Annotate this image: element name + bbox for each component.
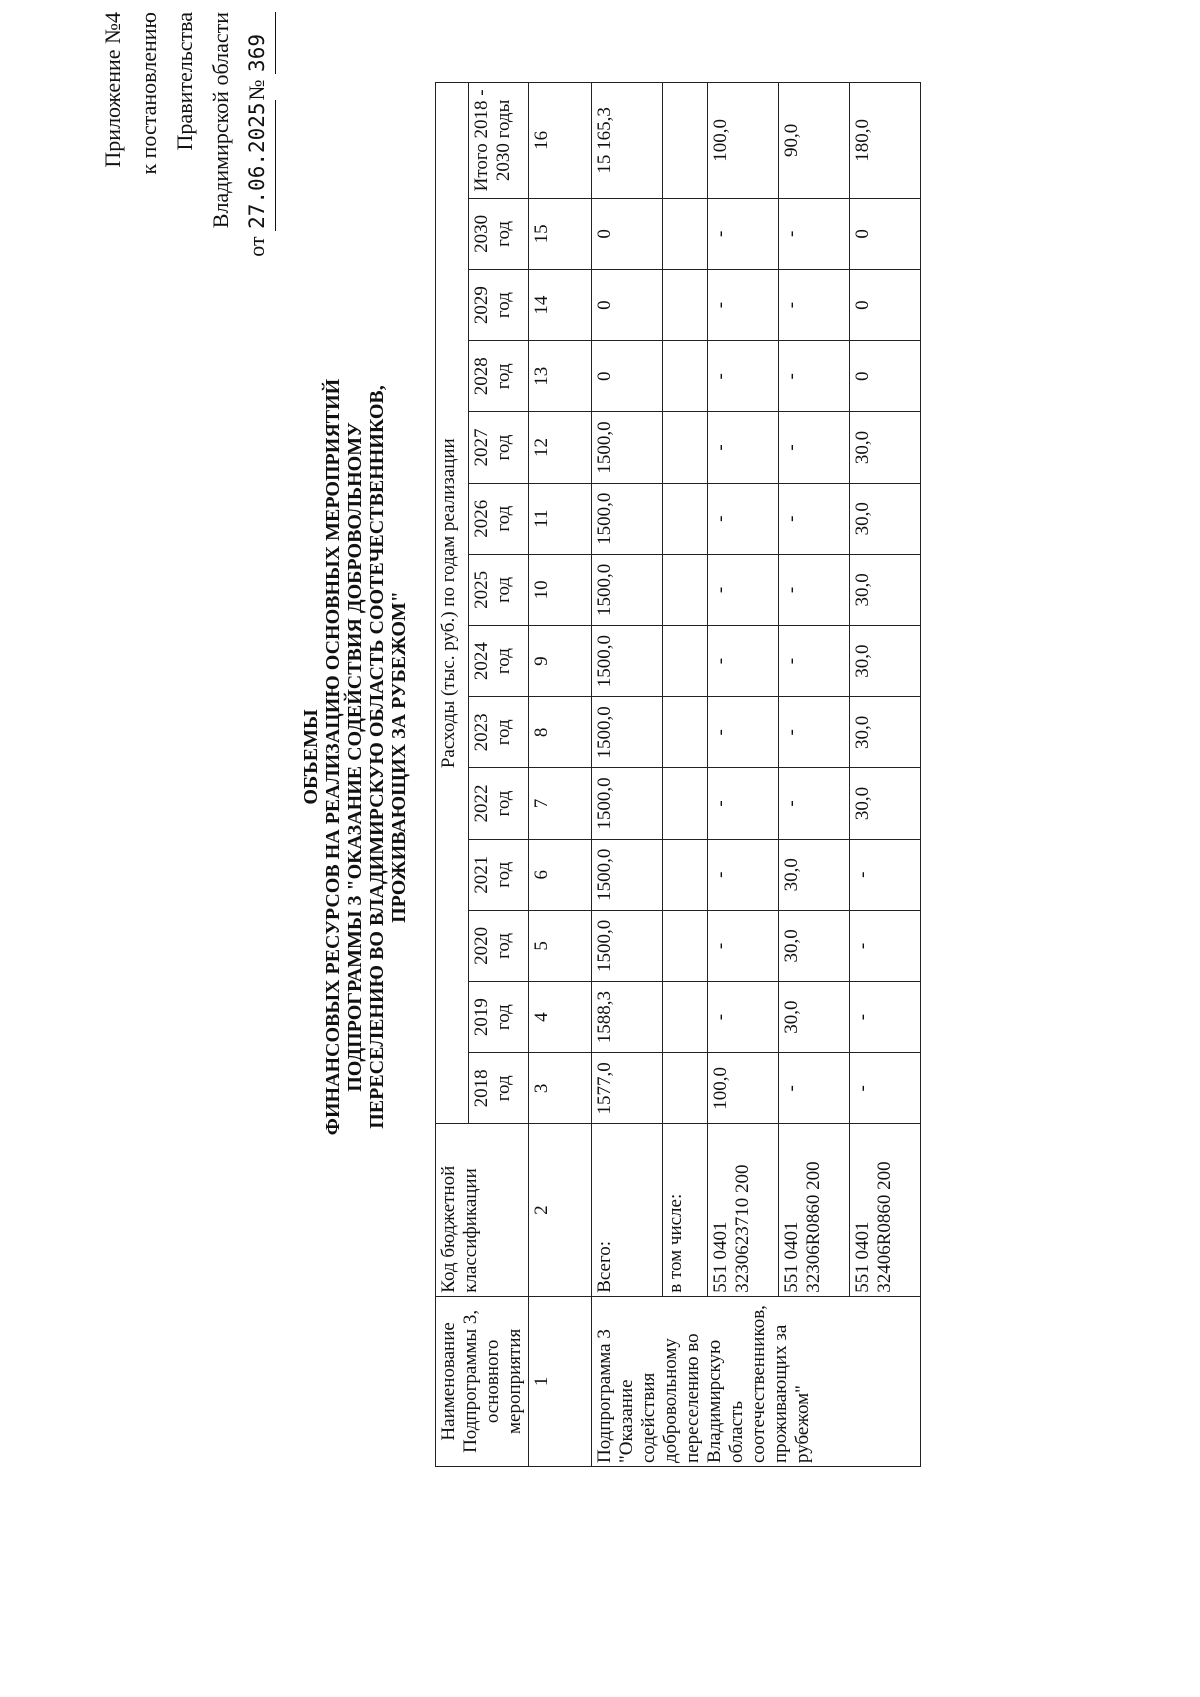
- year-value: 2029: [471, 286, 493, 325]
- value-cell: -: [708, 554, 779, 625]
- year-value: 2022: [471, 784, 493, 823]
- year-header-2023: [469, 697, 529, 768]
- value-cell: 30,0: [779, 839, 850, 910]
- value-cell: 1500,0: [592, 412, 663, 483]
- total-cell: 100,0: [708, 83, 779, 199]
- value-cell: 1577,0: [592, 1053, 663, 1124]
- year-value: 2030: [471, 214, 493, 253]
- year-header-2018: [469, 1053, 529, 1124]
- title-line-4: ПЕРЕСЕЛЕНИЮ ВО ВЛАДИМИРСКУЮ ОБЛАСТЬ СООТЕЧЕСТВЕННИКОВ,: [366, 385, 388, 1129]
- column-number: 1: [529, 1296, 592, 1466]
- year-value: 2020: [471, 926, 493, 965]
- column-number: 15: [529, 198, 592, 269]
- budget-code: 551 0401 32406R0860 200: [850, 1124, 921, 1296]
- value-cell: [663, 198, 708, 269]
- value-cell: [663, 910, 708, 981]
- year-value: 2019: [471, 998, 493, 1037]
- value-cell: -: [779, 768, 850, 839]
- year-value: 2023: [471, 713, 493, 752]
- column-number: 14: [529, 269, 592, 340]
- value-cell: -: [708, 839, 779, 910]
- year-header-2030: [469, 198, 529, 269]
- year-header-2021: [469, 839, 529, 910]
- header-expenses: Расходы (тыс. руб.) по годам реализации: [436, 83, 469, 1124]
- year-header-2026: [469, 483, 529, 554]
- year-value: 2024: [471, 642, 493, 681]
- value-cell: [663, 554, 708, 625]
- value-cell: 30,0: [850, 626, 921, 697]
- column-number: 5: [529, 910, 592, 981]
- column-number: 7: [529, 768, 592, 839]
- title-line-3: ПОДПРОГРАММЫ 3 "ОКАЗАНИЕ СОДЕЙСТВИЯ ДОБРОВОЛЬНОМУ: [344, 422, 366, 1092]
- value-cell: [663, 412, 708, 483]
- value-cell: -: [850, 982, 921, 1053]
- value-cell: 30,0: [850, 768, 921, 839]
- value-cell: 30,0: [850, 697, 921, 768]
- appendix-date-line: [239, 12, 276, 317]
- column-number: 2: [529, 1124, 592, 1296]
- total-cell: 15 165,3: [592, 83, 663, 199]
- value-cell: -: [708, 626, 779, 697]
- year-unit: год: [493, 719, 515, 746]
- column-number: 10: [529, 554, 592, 625]
- year-header-2027: [469, 412, 529, 483]
- value-cell: -: [708, 483, 779, 554]
- year-unit: год: [493, 790, 515, 817]
- value-cell: -: [779, 626, 850, 697]
- value-cell: -: [708, 697, 779, 768]
- year-unit: год: [493, 292, 515, 319]
- year-unit: год: [493, 1004, 515, 1031]
- year-value: 2028: [471, 357, 493, 396]
- value-cell: -: [779, 412, 850, 483]
- value-cell: [663, 982, 708, 1053]
- table-row: [592, 83, 663, 1467]
- value-cell: 1500,0: [592, 768, 663, 839]
- title-line-1: ОБЪЕМЫ: [300, 709, 322, 805]
- value-cell: -: [708, 412, 779, 483]
- year-header-2029: [469, 269, 529, 340]
- column-number: 3: [529, 1053, 592, 1124]
- year-unit: год: [493, 434, 515, 461]
- value-cell: [663, 626, 708, 697]
- from-label: от: [244, 236, 269, 257]
- budget-code: 551 0401 3230623710 200: [708, 1124, 779, 1296]
- value-cell: 30,0: [850, 412, 921, 483]
- table-row: [708, 83, 779, 1467]
- value-cell: 1500,0: [592, 554, 663, 625]
- year-header-2022: [469, 768, 529, 839]
- year-header-2025: [469, 554, 529, 625]
- value-cell: -: [708, 910, 779, 981]
- value-cell: [663, 483, 708, 554]
- year-unit: год: [493, 576, 515, 603]
- value-cell: -: [779, 554, 850, 625]
- column-number: 6: [529, 839, 592, 910]
- budget-code: Всего:: [592, 1124, 663, 1296]
- header-code: Код бюджетной классификации: [436, 1124, 529, 1296]
- year-header-2020: [469, 910, 529, 981]
- value-cell: 1500,0: [592, 483, 663, 554]
- column-number: 8: [529, 697, 592, 768]
- value-cell: -: [779, 198, 850, 269]
- appendix-region: Владимирской области: [208, 12, 233, 229]
- value-cell: -: [708, 768, 779, 839]
- value-cell: 0: [850, 269, 921, 340]
- column-number: 4: [529, 982, 592, 1053]
- table-row: [779, 83, 850, 1467]
- year-value: 2025: [471, 570, 493, 609]
- year-header-2019: [469, 982, 529, 1053]
- decree-date: 27.06.2025: [239, 100, 276, 230]
- budget-code: 551 0401 32306R0860 200: [779, 1124, 850, 1296]
- value-cell: 30,0: [779, 982, 850, 1053]
- title-line-2: ФИНАНСОВЫХ РЕСУРСОВ НА РЕАЛИЗАЦИЮ ОСНОВНЫХ МЕРОПРИЯТИЙ: [322, 378, 344, 1136]
- appendix-number: Приложение №4: [100, 12, 125, 168]
- table-column-number-row: [529, 83, 592, 1467]
- signature-underline: [274, 12, 276, 32]
- appendix-header: [95, 12, 276, 317]
- year-value: 2026: [471, 499, 493, 538]
- value-cell: 1500,0: [592, 839, 663, 910]
- value-cell: 1500,0: [592, 626, 663, 697]
- appendix-to-decree: к постановлению: [136, 12, 161, 175]
- total-cell: 180,0: [850, 83, 921, 199]
- year-unit: год: [493, 505, 515, 532]
- value-cell: -: [708, 982, 779, 1053]
- table-row: [663, 83, 708, 1467]
- budget-code: в том числе:: [663, 1124, 708, 1296]
- year-value: 2018: [471, 1069, 493, 1108]
- value-cell: 0: [850, 198, 921, 269]
- value-cell: -: [850, 910, 921, 981]
- year-unit: год: [493, 1075, 515, 1102]
- value-cell: [663, 341, 708, 412]
- value-cell: -: [779, 1053, 850, 1124]
- value-cell: 1500,0: [592, 910, 663, 981]
- year-unit: год: [493, 648, 515, 675]
- subprogram-name: Подпрограмма 3 "Оказание содействия добровольному переселению во Владимирскую область соотечественников, проживающих за рубежом": [592, 1296, 921, 1466]
- year-unit: год: [493, 363, 515, 390]
- value-cell: -: [708, 341, 779, 412]
- financing-table: [435, 82, 921, 1467]
- document-title: [300, 257, 410, 1257]
- column-number: 11: [529, 483, 592, 554]
- value-cell: [663, 269, 708, 340]
- header-name: Наименование Подпрограммы 3, основного мероприятия: [436, 1296, 529, 1466]
- year-unit: год: [493, 861, 515, 888]
- value-cell: [663, 839, 708, 910]
- value-cell: -: [850, 839, 921, 910]
- column-number: 13: [529, 341, 592, 412]
- column-number: 16: [529, 83, 592, 199]
- number-label: №: [244, 79, 269, 101]
- value-cell: -: [779, 483, 850, 554]
- value-cell: 100,0: [708, 1053, 779, 1124]
- value-cell: -: [708, 198, 779, 269]
- value-cell: [663, 697, 708, 768]
- value-cell: -: [779, 341, 850, 412]
- value-cell: 1500,0: [592, 697, 663, 768]
- value-cell: 30,0: [850, 483, 921, 554]
- total-header: Итого 2018 - 2030 годы: [469, 83, 529, 199]
- value-cell: 0: [850, 341, 921, 412]
- year-header-2028: [469, 341, 529, 412]
- value-cell: -: [779, 269, 850, 340]
- year-value: 2021: [471, 855, 493, 894]
- value-cell: 0: [592, 341, 663, 412]
- value-cell: -: [850, 1053, 921, 1124]
- column-number: 9: [529, 626, 592, 697]
- value-cell: 30,0: [850, 554, 921, 625]
- value-cell: 0: [592, 198, 663, 269]
- title-line-5: ПРОЖИВАЮЩИХ ЗА РУБЕЖОМ": [388, 591, 410, 923]
- total-cell: [663, 83, 708, 199]
- value-cell: 0: [592, 269, 663, 340]
- total-cell: 90,0: [779, 83, 850, 199]
- appendix-government: Правительства: [172, 12, 197, 151]
- column-number: 12: [529, 412, 592, 483]
- year-unit: год: [493, 932, 515, 959]
- table-header-row: [436, 83, 469, 1467]
- value-cell: 30,0: [779, 910, 850, 981]
- year-header-2024: [469, 626, 529, 697]
- value-cell: [663, 1053, 708, 1124]
- value-cell: -: [779, 697, 850, 768]
- value-cell: 1588,3: [592, 982, 663, 1053]
- value-cell: [663, 768, 708, 839]
- year-value: 2027: [471, 428, 493, 467]
- decree-number: 369: [239, 32, 276, 74]
- table-row: [850, 83, 921, 1467]
- year-unit: год: [493, 220, 515, 247]
- value-cell: -: [708, 269, 779, 340]
